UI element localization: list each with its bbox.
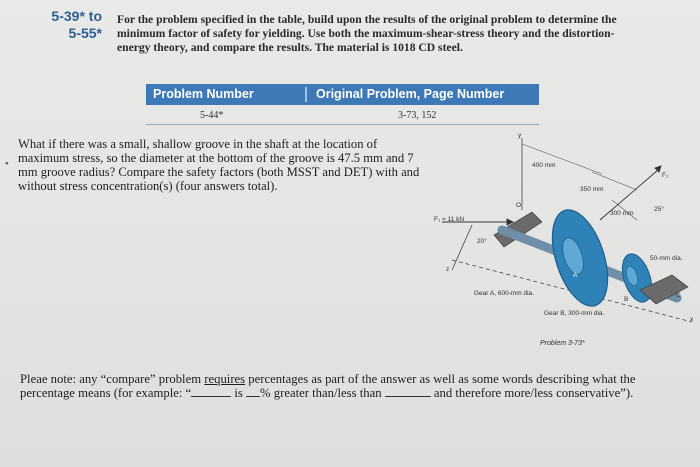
note-paragraph: [20, 372, 660, 400]
label-350mm: 350 mm: [580, 186, 604, 193]
col-header-original-problem: Original Problem, Page Number: [316, 87, 505, 101]
table-cell-problem: 5-44*: [200, 110, 224, 121]
note-and: and: [430, 386, 453, 401]
force-f2-head: [655, 166, 661, 172]
table-header: [146, 84, 539, 105]
label-force-f2: F₂: [662, 172, 669, 179]
dim-line-400: [522, 144, 602, 174]
note-part-2: percentages as part of the answer as well as some words describing what the percentage means (for example: “: [20, 372, 636, 401]
label-axis-y: y: [518, 132, 522, 139]
blank-2: [246, 386, 260, 397]
problem-range-end: 5-55*: [68, 25, 102, 41]
label-axis-x: x: [690, 316, 694, 323]
shaft-drawing: [432, 130, 700, 370]
col-header-problem-number: Problem Number: [153, 87, 254, 101]
label-gear-b: Gear B, 300-mm dia.: [544, 310, 605, 317]
label-300mm: 300 mm: [610, 210, 634, 217]
note-part-1: Pleae note: any “compare” problem: [20, 372, 205, 386]
table-cell-original: 3-73, 152: [398, 110, 437, 121]
label-shaft-diameter: 50-mm dia.: [650, 255, 683, 262]
note-part-4: therefore more/less conservative”).: [452, 386, 634, 401]
label-angle-20: 20°: [477, 238, 487, 245]
label-point-b: B: [624, 296, 629, 303]
problem-range-start: 5-39* to: [51, 8, 102, 24]
blank-3: [385, 386, 431, 397]
note-is: is: [231, 386, 247, 401]
label-point-o: O: [516, 202, 522, 209]
table-divider: [305, 87, 307, 102]
blank-1: [191, 386, 231, 397]
problem-statement: For the problem specified in the table, build upon the results of the original problem to determine the minimum factor of safety for yielding. Use both the maximum-shear-stress theory and the distortion-energy theory, and compare the results. The material is 1018 CD steel.: [117, 13, 617, 54]
dimension-lines: [522, 144, 637, 220]
label-force-f1: F₁ = 11 kN: [434, 216, 465, 223]
z-axis-line: [452, 225, 472, 270]
table-rule: [146, 124, 539, 125]
note-part-3: % greater than/less than: [260, 386, 385, 401]
note-requires: requires: [204, 372, 246, 386]
label-400mm: 400 mm: [532, 162, 556, 169]
shaft-figure: [432, 130, 700, 370]
label-axis-z: z: [446, 266, 450, 273]
label-point-c: C: [676, 292, 681, 299]
label-angle-25: 25°: [654, 206, 664, 213]
label-point-a: A: [573, 272, 578, 279]
question-text: What if there was a small, shallow groove in the shaft at the location of maximum stress, so the diameter at the bottom of the groove is 47.5 mm and 7 mm groove radius? Compare the safety factors (both MSST and DET) with and without stress concentration(s) (four answers total).: [18, 137, 420, 193]
figure-caption: Problem 3-73*: [540, 340, 585, 347]
bullet-icon: •: [5, 158, 9, 170]
label-gear-a: Gear A, 600-mm dia.: [474, 290, 534, 297]
problem-range: [6, 8, 102, 42]
